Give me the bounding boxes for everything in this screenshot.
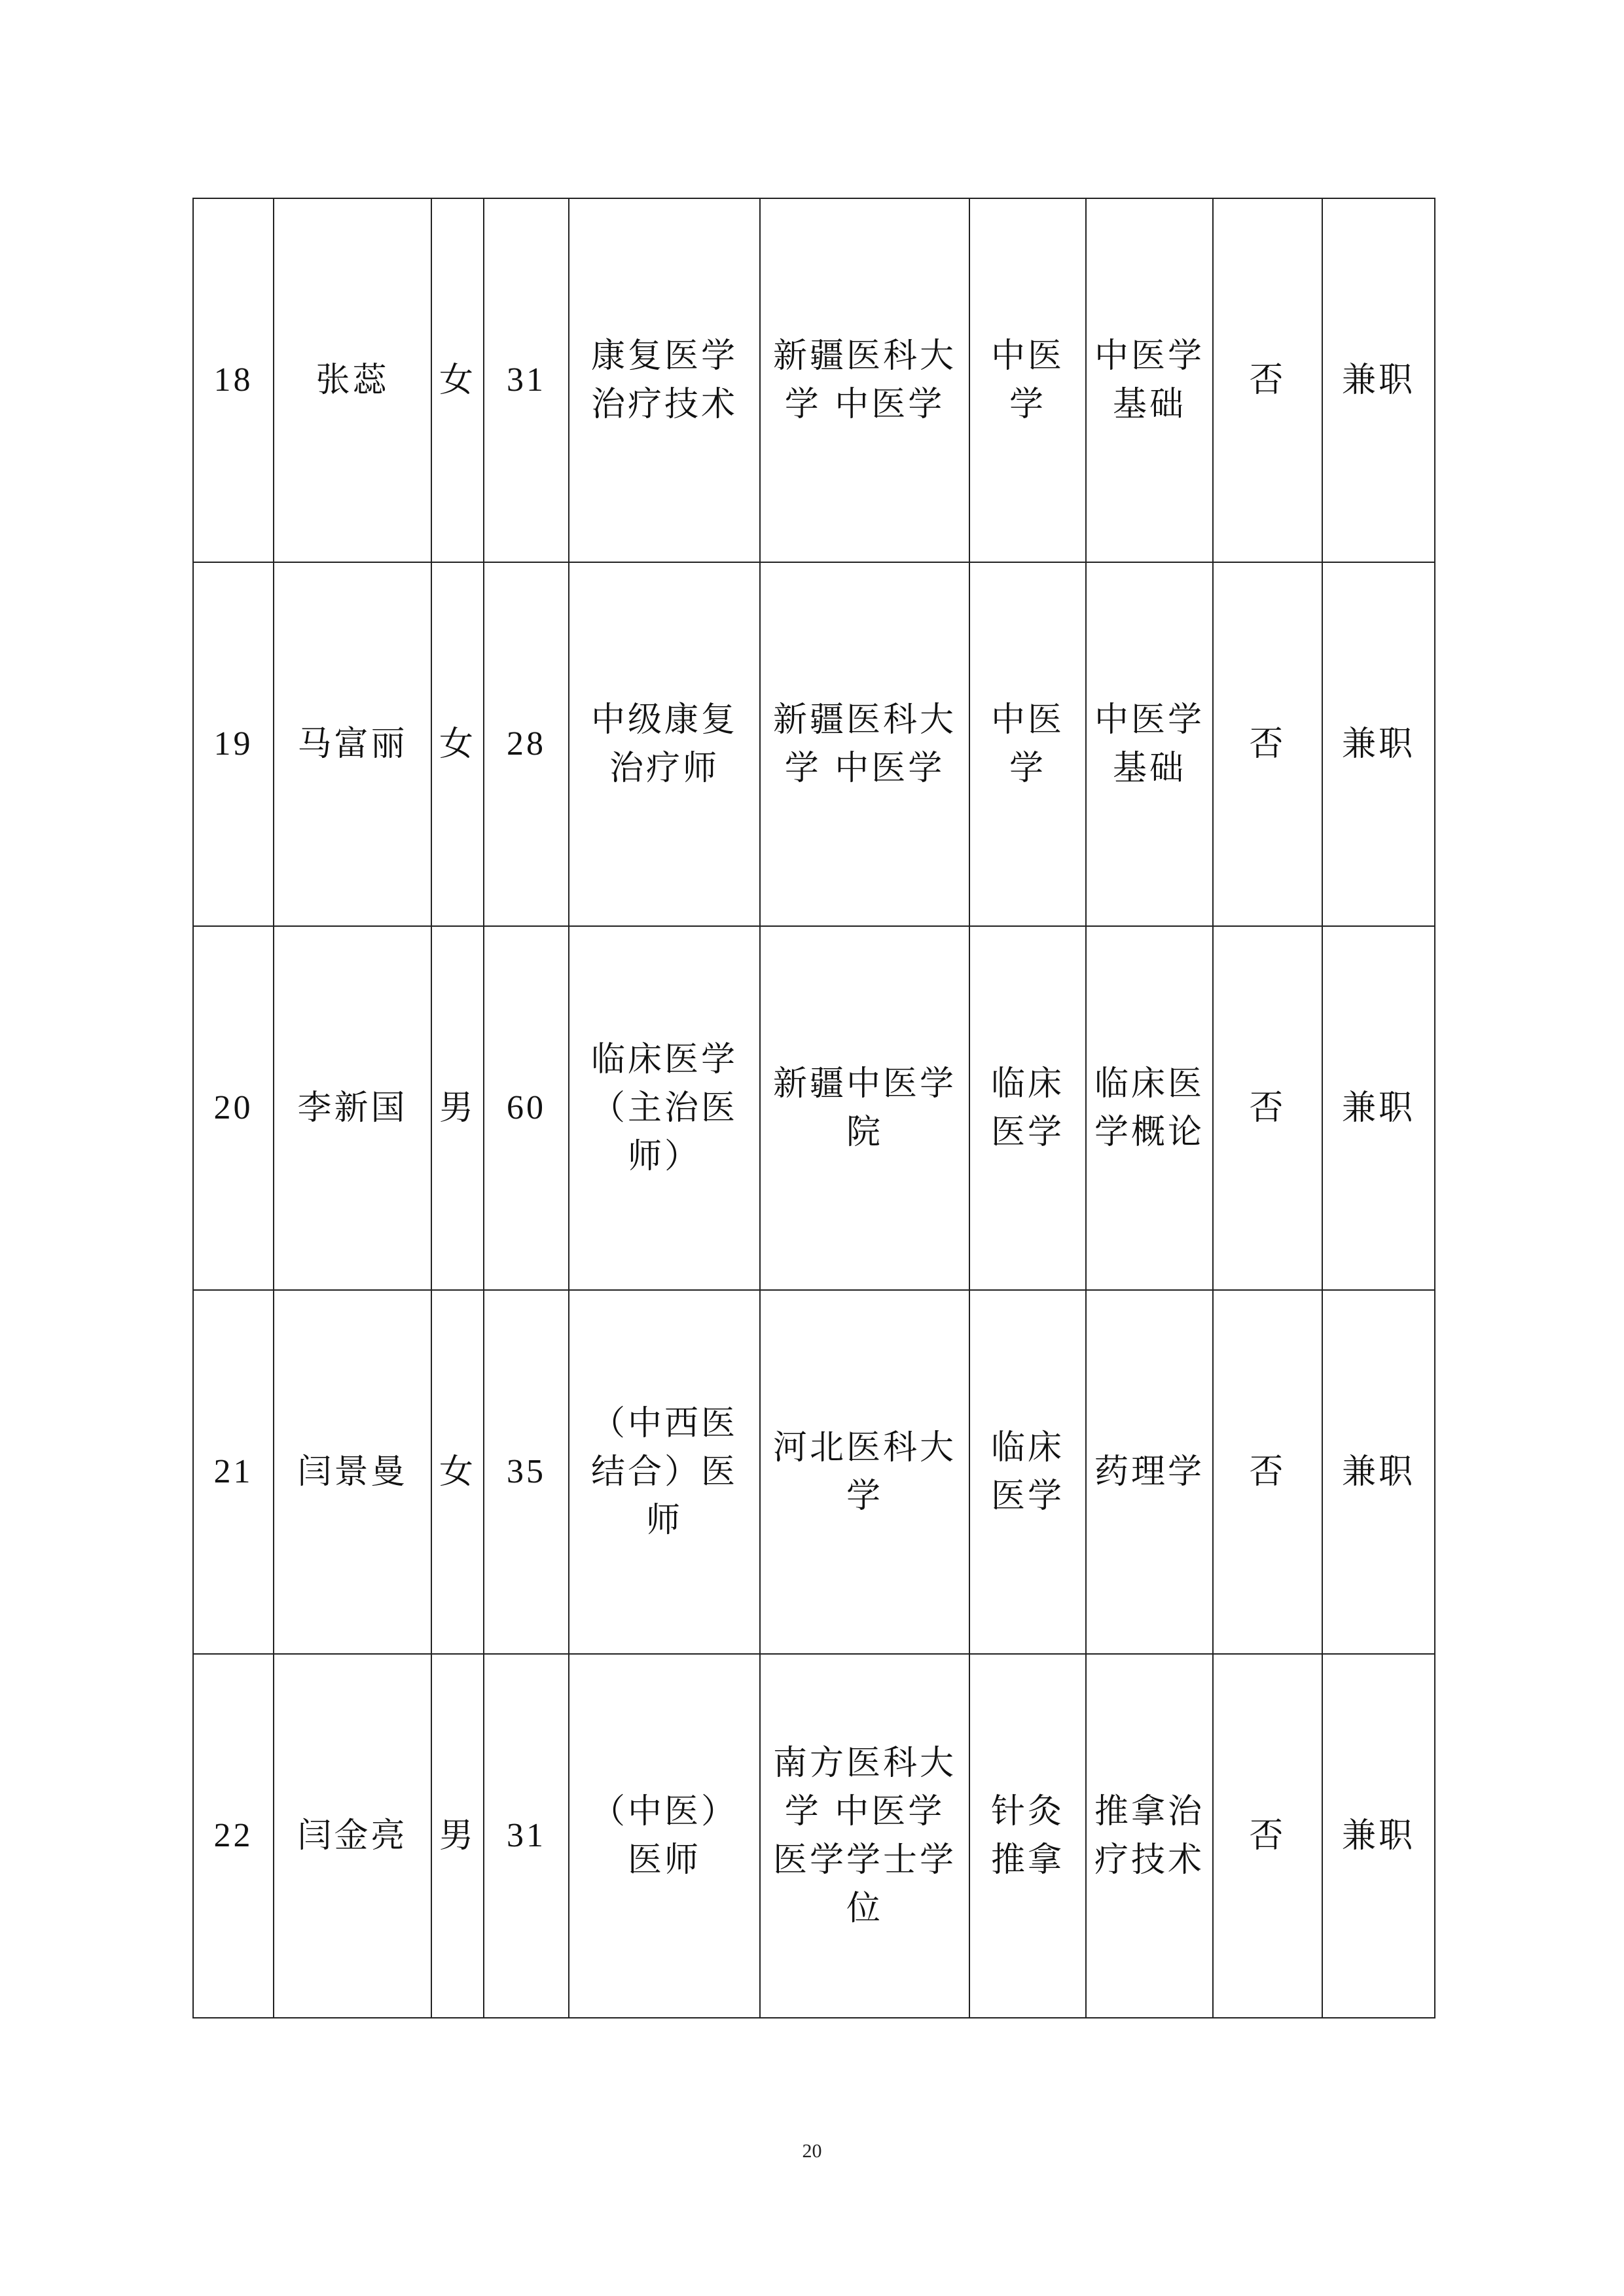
row-number: 21 [193, 1290, 274, 1654]
course: 中医学基础 [1086, 562, 1213, 926]
age: 60 [484, 926, 569, 1290]
professional-title: 康复医学治疗技术 [569, 198, 760, 562]
table-row [193, 1290, 1435, 1654]
professional-title: 中级康复治疗师 [569, 562, 760, 926]
teacher-name: 闫金亮 [274, 1654, 431, 2018]
age: 31 [484, 1654, 569, 2018]
row-number: 22 [193, 1654, 274, 2018]
major: 中医学 [969, 562, 1086, 926]
teacher-name: 闫景曼 [274, 1290, 431, 1654]
fulltime-flag: 否 [1213, 1290, 1322, 1654]
gender: 女 [431, 198, 484, 562]
fulltime-flag: 否 [1213, 1654, 1322, 2018]
course: 临床医学概论 [1086, 926, 1213, 1290]
course: 推拿治疗技术 [1086, 1654, 1213, 2018]
teacher-name: 马富丽 [274, 562, 431, 926]
graduate-school: 新疆医科大学 中医学 [760, 562, 969, 926]
gender: 女 [431, 1290, 484, 1654]
professional-title: （中西医结合）医师 [569, 1290, 760, 1654]
graduate-school: 河北医科大学 [760, 1290, 969, 1654]
fulltime-flag: 否 [1213, 562, 1322, 926]
employment-type: 兼职 [1322, 1654, 1435, 2018]
major: 临床医学 [969, 926, 1086, 1290]
page-number: 20 [802, 2140, 822, 2162]
graduate-school: 新疆医科大学 中医学 [760, 198, 969, 562]
fulltime-flag: 否 [1213, 198, 1322, 562]
table-row [193, 926, 1435, 1290]
major: 针灸推拿 [969, 1654, 1086, 2018]
major: 临床医学 [969, 1290, 1086, 1654]
employment-type: 兼职 [1322, 926, 1435, 1290]
teacher-name: 张蕊 [274, 198, 431, 562]
age: 35 [484, 1290, 569, 1654]
teacher-name: 李新国 [274, 926, 431, 1290]
gender: 男 [431, 926, 484, 1290]
row-number: 18 [193, 198, 274, 562]
course: 药理学 [1086, 1290, 1213, 1654]
graduate-school: 新疆中医学院 [760, 926, 969, 1290]
professional-title: （中医）医师 [569, 1654, 760, 2018]
major: 中医学 [969, 198, 1086, 562]
graduate-school: 南方医科大学 中医学 医学学士学位 [760, 1654, 969, 2018]
employment-type: 兼职 [1322, 1290, 1435, 1654]
employment-type: 兼职 [1322, 198, 1435, 562]
table-row [193, 198, 1435, 562]
age: 28 [484, 562, 569, 926]
professional-title: 临床医学（主治医师） [569, 926, 760, 1290]
table-row [193, 1654, 1435, 2018]
employment-type: 兼职 [1322, 562, 1435, 926]
age: 31 [484, 198, 569, 562]
staff-table [192, 198, 1435, 2018]
course: 中医学基础 [1086, 198, 1213, 562]
table-row [193, 562, 1435, 926]
fulltime-flag: 否 [1213, 926, 1322, 1290]
row-number: 20 [193, 926, 274, 1290]
gender: 女 [431, 562, 484, 926]
gender: 男 [431, 1654, 484, 2018]
row-number: 19 [193, 562, 274, 926]
